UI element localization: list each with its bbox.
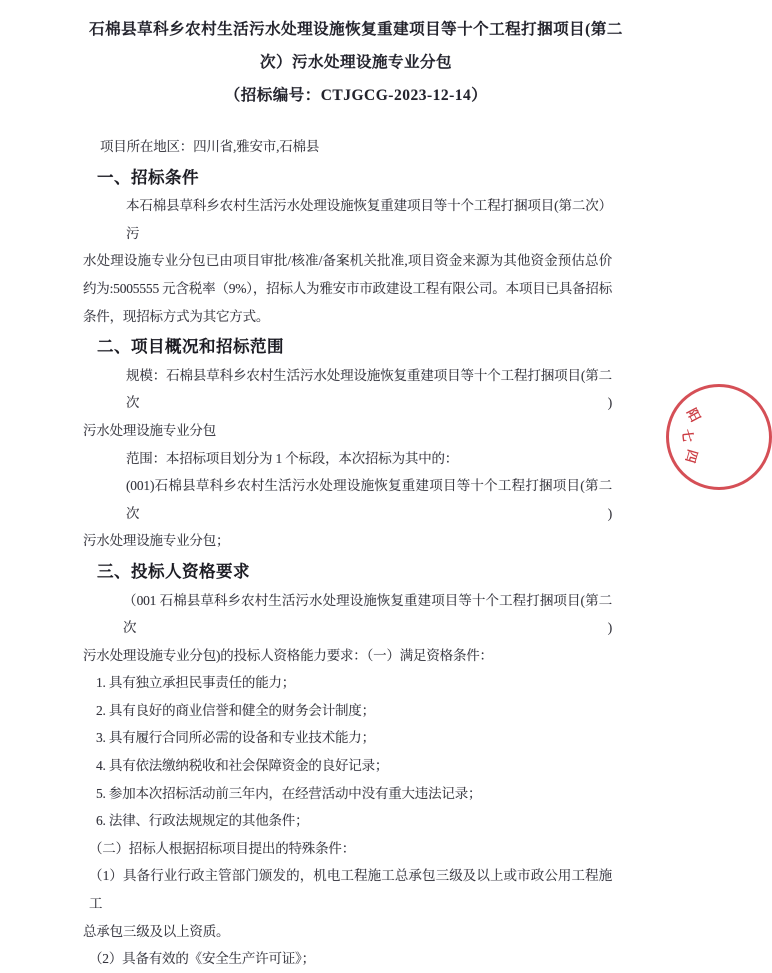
seal-character: 四 — [682, 447, 701, 465]
para-lot-001-line-1: (001)石棉县草科乡农村生活污水处理设施恢复重建项目等十个工程打捆项目(第二次) — [126, 478, 612, 521]
para-scope-line: 范围：本招标项目划分为 1 个标段，本次招标为其中的： — [126, 450, 459, 466]
para-qualification-intro-line-2: 污水处理设施专业分包)的投标人资格能力要求：（一）满足资格条件： — [83, 647, 493, 663]
seal-character: 阳 — [683, 405, 704, 425]
qualification-item-2: 2. 具有良好的商业信誉和健全的财务会计制度； — [96, 702, 375, 718]
para-bid-conditions-line-1: 本石棉县草科乡农村生活污水处理设施恢复重建项目等十个工程打捆项目(第二次）污 — [126, 198, 612, 241]
seal-character: 七 — [679, 428, 696, 443]
para-lot-001-line-2: 污水处理设施专业分包； — [83, 533, 230, 549]
qualification-item-4: 4. 具有依法缴纳税收和社会保障资金的良好记录； — [96, 758, 389, 774]
para-bid-conditions-line-2: 水处理设施专业分包已由项目审批/核准/备案机关批准,项目资金来源为其他资金预估总价 — [83, 253, 612, 269]
seal-ring-arc-icon — [666, 384, 772, 490]
heading-bid-conditions: 一、招标条件 — [97, 168, 199, 187]
para-scale-line-1: 规模：石棉县草科乡农村生活污水处理设施恢复重建项目等十个工程打捆项目(第二次) — [126, 367, 612, 411]
document-title-line-2: 次）污水处理设施专业分包 — [259, 54, 452, 71]
special-condition-2: （2）具备有效的《安全生产许可证》； — [89, 951, 315, 967]
qualification-item-5: 5. 参加本次招标活动前三年内，在经营活动中没有重大违法记录； — [96, 785, 482, 801]
para-qualification-intro-line-1: （001 石棉县草科乡农村生活污水处理设施恢复重建项目等十个工程打捆项目(第二次) — [123, 592, 612, 636]
para-scale-line-2: 污水处理设施专业分包 — [83, 422, 216, 438]
qualification-item-3: 3. 具有履行合同所必需的设备和专业技术能力； — [96, 730, 375, 746]
para-bid-conditions-line-3: 约为:5005555 元含税率（9%），招标人为雅安市市政建设工程有限公司。本项目已具备招标 — [83, 280, 612, 296]
special-condition-1-line-2: 总承包三级及以上资质。 — [83, 923, 230, 939]
project-location-line: 项目所在地区：四川省,雅安市,石棉县 — [100, 139, 320, 154]
special-condition-1-line-1: （1）具备行业行政主管部门颁发的，机电工程施工总承包三级及以上或市政公用工程施工 — [89, 868, 612, 912]
document-body — [83, 133, 612, 973]
qualification-item-1: 1. 具有独立承担民事责任的能力； — [96, 675, 296, 691]
special-conditions-intro: （二）招标人根据招标项目提出的特殊条件： — [89, 840, 355, 856]
document-title-line-1: 石棉县草科乡农村生活污水处理设施恢复重建项目等十个工程打捆项目(第二 — [89, 21, 623, 38]
heading-bidder-qualification: 三、投标人资格要求 — [97, 562, 250, 581]
qualification-item-6: 6. 法律、行政法规规定的其他条件； — [96, 813, 309, 829]
document-title — [0, 13, 712, 112]
tender-number-line: （招标编号：CTJGCG-2023-12-14） — [224, 87, 488, 104]
para-bid-conditions-line-4: 条件，现招标方式为其它方式。 — [83, 308, 270, 324]
heading-project-overview: 二、项目概况和招标范围 — [97, 338, 284, 357]
